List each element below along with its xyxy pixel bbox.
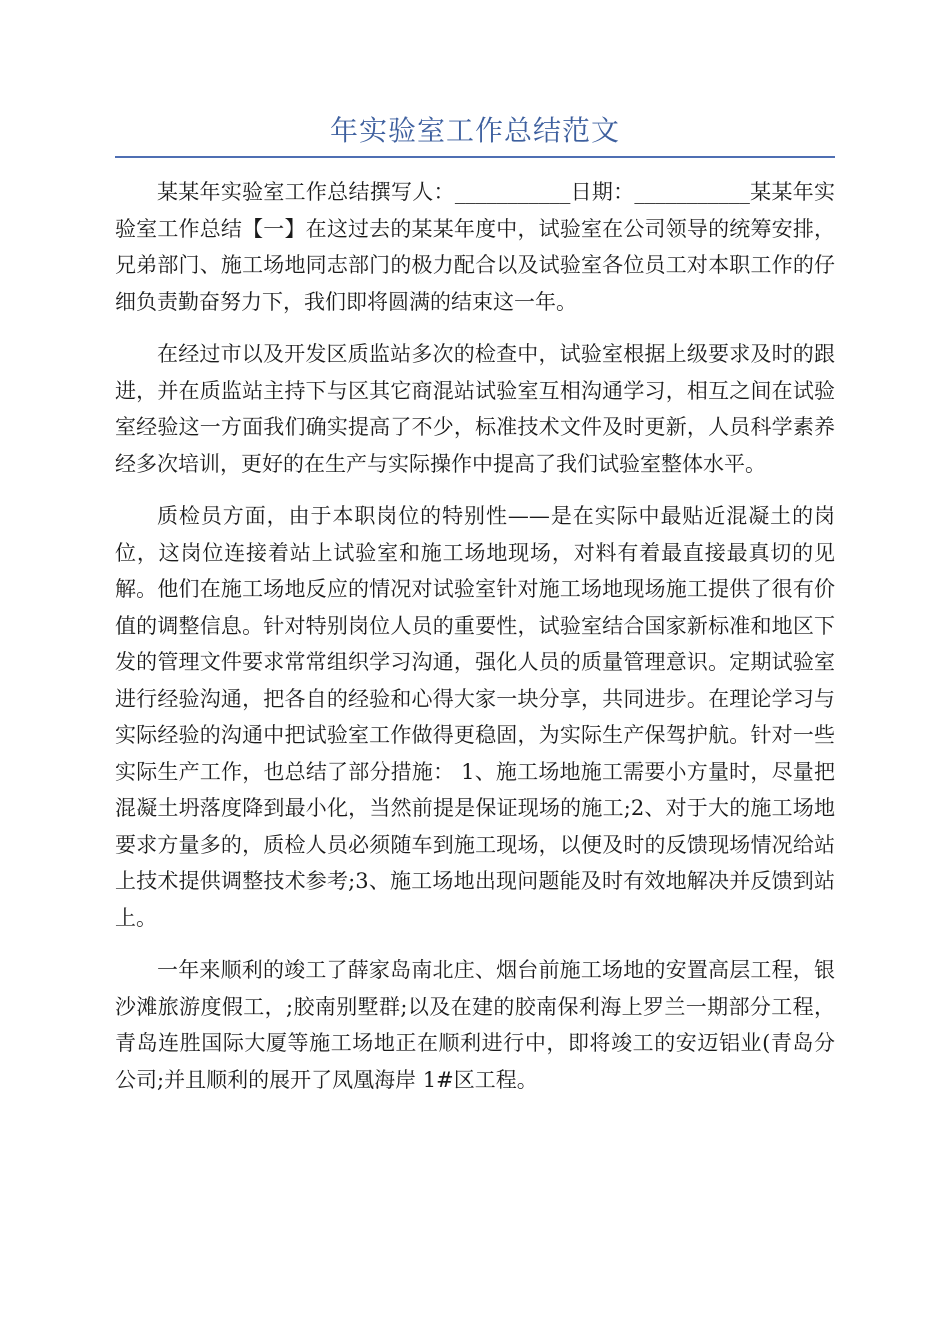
title-area — [115, 108, 835, 158]
paragraph-4: 一年来顺利的竣工了薛家岛南北庄、烟台前施工场地的安置高层工程，银沙滩旅游度假工，;胶南别墅群;以及在建的胶南保利海上罗兰一期部分工程，青岛连胜国际大厦等施工场地正在顺利进行中，即将竣工的安迈铝业(青岛分公司;并且顺利的展开了凤凰海岸 1#区工程。 — [115, 958, 835, 1092]
paragraph-2: 在经过市以及开发区质监站多次的检查中，试验室根据上级要求及时的跟进，并在质监站主持下与区其它商混站试验室互相沟通学习，相互之间在试验室经验这一方面我们确实提高了不少，标准技术文件及时更新，人员科学素养经多次培训，更好的在生产与实际操作中提高了我们试验室整体水平。 — [115, 342, 835, 476]
document-title: 年实验室工作总结范文 — [329, 114, 620, 147]
paragraph-1: 某某年实验室工作总结撰写人：___________日期：___________某某年实验室工作总结【一】在这过去的某某年度中，试验室在公司领导的统筹安排，兄弟部门、施工场地同志部门的极力配合以及试验室各位员工对本职工作的仔细负责勤奋努力下，我们即将圆满的结束这一年。 — [115, 180, 835, 314]
paragraph-3: 质检员方面，由于本职岗位的特别性——是在实际中最贴近混凝土的岗位，这岗位连接着站上试验室和施工场地现场，对料有着最直接最真切的见解。他们在施工场地反应的情况对试验室针对施工场地现场施工提供了很有价值的调整信息。针对特别岗位人员的重要性，试验室结合国家新标准和地区下发的管理文件要求常常组织学习沟通，强化人员的质量管理意识。定期试验室进行经验沟通，把各自的经验和心得大家一块分享，共同进步。在理论学习与实际经验的沟通中把试验室工作做得更稳固，为实际生产保驾护航。针对一些实际生产工作，也总结了部分措施： 1、施工场地施工需要小方量时，尽量把混凝土坍落度降到最小化，当然前提是保证现场的施工;2、对于大的施工场地要求方量多的，质检人员必须随车到施工现场，以便及时的反馈现场情况给站上技术提供调整技术参考;3、施工场地出现问题能及时有效地解决并反馈到站上。 — [115, 504, 835, 930]
document-body — [115, 174, 835, 1114]
